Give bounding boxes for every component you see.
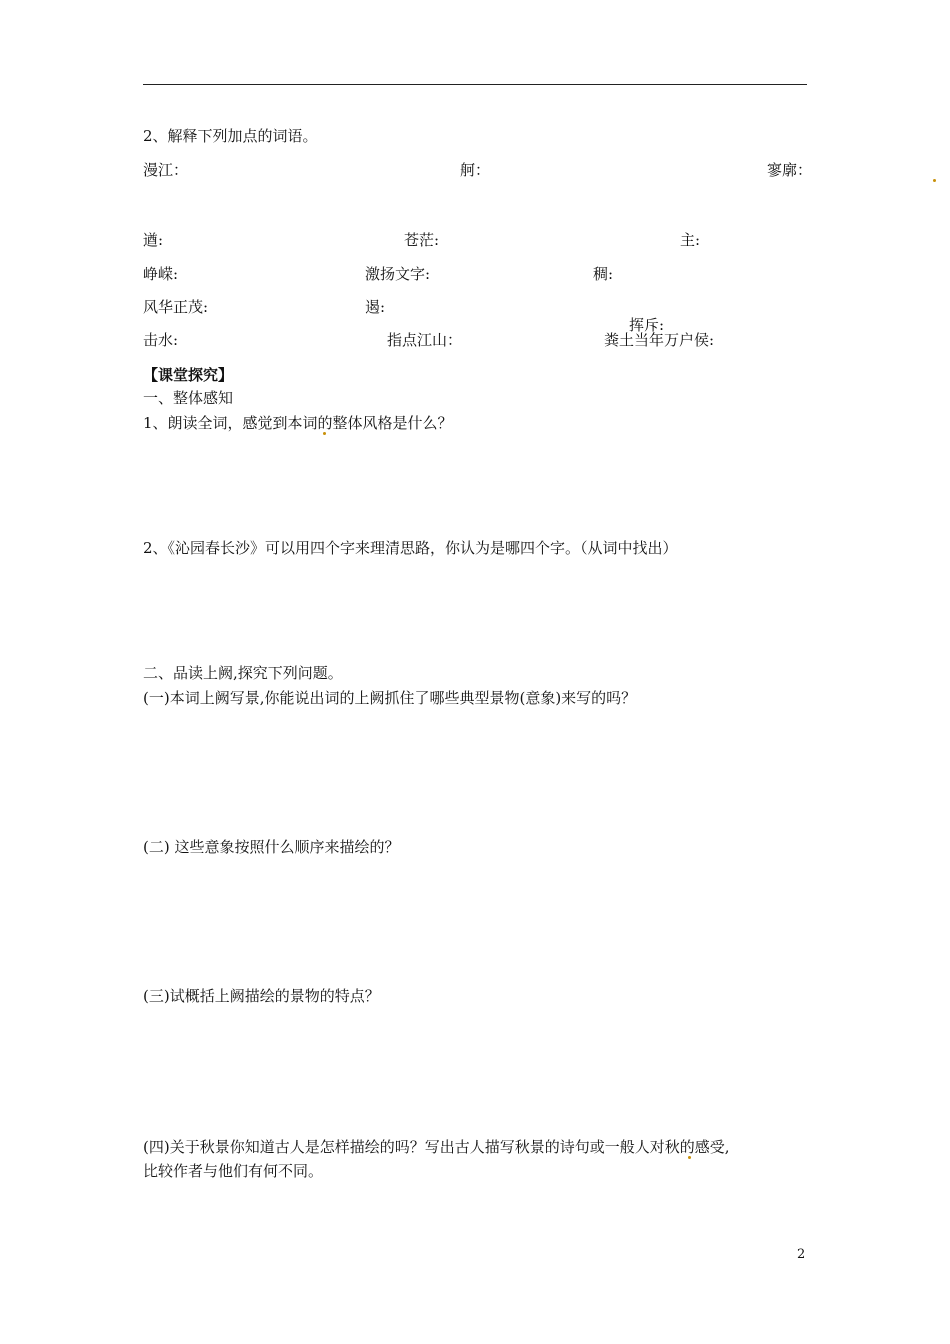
question-2-title: 2、解释下列加点的词语。 xyxy=(143,127,318,145)
vocab-term: 指点江山： xyxy=(387,331,463,349)
question-1 xyxy=(143,414,453,432)
header-rule xyxy=(143,84,807,85)
vocab-term: 舸： xyxy=(460,161,950,179)
page-number: 2 xyxy=(797,1247,806,1262)
question-1-after: 全词，感觉到本词的整体风格是什么？ xyxy=(197,414,453,432)
section-heading: 【课堂探究】 xyxy=(143,366,234,384)
question-1-before: 1、朗读 xyxy=(143,414,198,432)
vocab-term: 苍茫: xyxy=(404,231,440,249)
vocab-term: 激扬文字: xyxy=(365,265,431,283)
part-1-title: 一、整体感知 xyxy=(143,389,234,407)
vocab-term: 稠: xyxy=(593,265,614,283)
vocab-term: 峥嵘: xyxy=(143,265,179,283)
vocab-term: 漫江： xyxy=(143,161,189,179)
part-2-title: 二、品读上阙,探究下列问题。 xyxy=(143,664,343,682)
question-2: 2、《沁园春长沙》可以用四个字来理清思路，你认为是哪四个字。（从词中找出） xyxy=(143,539,678,557)
sub-question-4-part-a: (四)关于秋景你知道古人是怎样描绘的吗？写出古人描写秋景的诗句或一般人 xyxy=(143,1138,650,1156)
vocab-term: 寥廓： xyxy=(767,161,813,179)
sub-question-4-line-1 xyxy=(143,1138,730,1156)
vocab-term: 遏: xyxy=(365,298,386,316)
vocab-term: 挥斥: xyxy=(629,316,950,334)
sub-question-2: (二) 这些意象按照什么顺序来描绘的？ xyxy=(143,838,400,856)
vocab-term: 风华正茂: xyxy=(143,298,209,316)
sub-question-1: (一)本词上阙写景,你能说出词的上阙抓住了哪些典型景物(意象)来写的吗？ xyxy=(143,689,637,707)
sub-question-4-part-b: 对秋的感受, xyxy=(649,1138,730,1156)
vocab-term: 粪土当年万户侯: xyxy=(604,331,715,349)
sub-question-3: (三)试概括上阙描绘的景物的特点？ xyxy=(143,987,380,1005)
sub-question-4-line-2: 比较作者与他们有何不同。 xyxy=(143,1162,324,1180)
vocab-term: 遒: xyxy=(143,231,164,249)
vocab-term: 击水: xyxy=(143,331,179,349)
vocab-term: 主: xyxy=(680,231,701,249)
